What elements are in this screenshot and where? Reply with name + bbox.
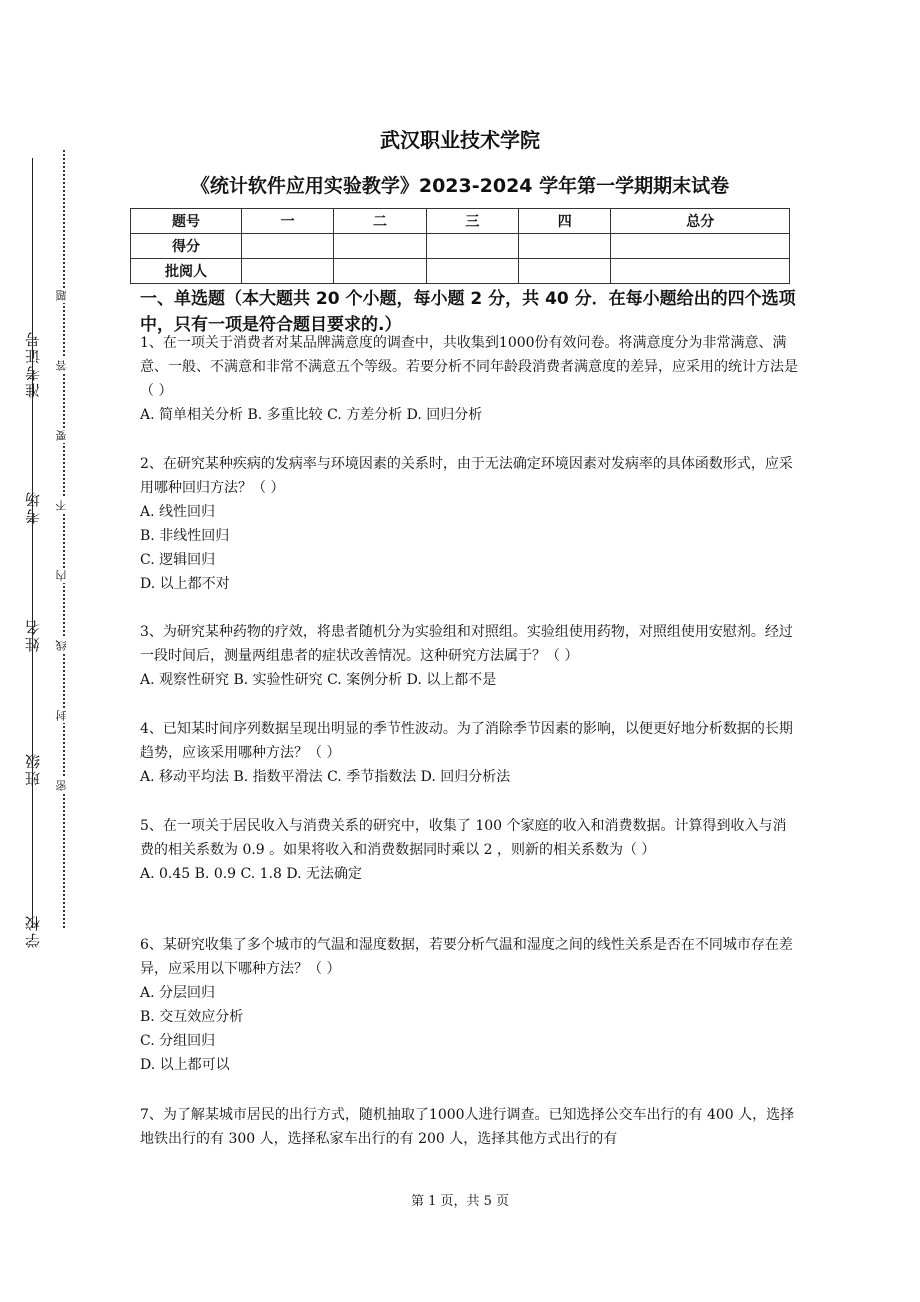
question-option: D. 以上都不对 [140, 576, 230, 592]
field-school [10, 914, 54, 948]
question-option: A. 0.45 B. 0.9 C. 1.8 D. 无法确定 [140, 866, 362, 882]
field-exam-id-label: 准考证号 [23, 330, 42, 398]
question-stem: 5、在一项关于居民收入与消费关系的研究中，收集了 100 个家庭的收入和消费数据。计算得到收入与消费的相关系数为 0.9 。如果将收入和消费数据同时乘以 2 ，则新的相关系数为（ ） [140, 818, 787, 858]
seal-char: 要 [55, 430, 68, 441]
page-number: 第 1 页，共 5 页 [410, 1194, 510, 1209]
question-stem: 6、某研究收集了多个城市的气温和湿度数据，若要分析气温和湿度之间的线性关系是否在不同城市存在差异，应采用以下哪种方法？（ ） [140, 937, 793, 977]
score-cell: 题号 [131, 209, 242, 234]
score-cell: 二 [334, 209, 426, 234]
question-option: B. 非线性回归 [140, 528, 230, 544]
seal-char: 封 [55, 710, 68, 721]
question-stem: 4、已知某时间序列数据呈现出明显的季节性波动。为了消除季节因素的影响，以便更好地分析数据的长期趋势，应该采用哪种方法？（ ） [140, 721, 793, 761]
score-cell [426, 259, 518, 284]
question-option: C. 分组回归 [140, 1033, 216, 1049]
question-1 [140, 331, 800, 427]
field-exam-room [10, 490, 54, 524]
school-name: 武汉职业技术学院 [380, 128, 540, 152]
score-cell: 总分 [611, 209, 790, 234]
score-cell [242, 259, 334, 284]
question-5 [140, 814, 800, 886]
score-cell: 一 [242, 209, 334, 234]
question-2 [140, 452, 800, 596]
seal-char: 题 [55, 290, 68, 301]
question-option: B. 交互效应分析 [140, 1009, 244, 1025]
score-table-row [131, 234, 790, 259]
question-stem: 3、为研究某种药物的疗效，将患者随机分为实验组和对照组。实验组使用药物，对照组使用安慰剂。经过一段时间后，测量两组患者的症状改善情况。这种研究方法属于？（ ） [140, 624, 793, 664]
question-stem: 2、在研究某种疾病的发病率与环境因素的关系时，由于无法确定环境因素对发病率的具体函数形式，应采用哪种回归方法？（ ） [140, 456, 793, 496]
score-cell [519, 259, 611, 284]
score-table-row [131, 259, 790, 284]
question-option: A. 移动平均法 B. 指数平滑法 C. 季节指数法 D. 回归分析法 [140, 769, 511, 785]
score-cell [334, 259, 426, 284]
score-cell [611, 234, 790, 259]
score-cell [611, 259, 790, 284]
field-exam-id [10, 330, 54, 398]
seal-char: 内 [55, 570, 68, 581]
binding-line [32, 158, 33, 928]
exam-title: 《统计软件应用实验教学》2023-2024 学年第一学期期末试卷 [190, 175, 730, 197]
score-cell [519, 234, 611, 259]
score-cell: 四 [519, 209, 611, 234]
question-option: A. 分层回归 [140, 985, 216, 1001]
score-cell [334, 234, 426, 259]
score-table [130, 208, 790, 284]
question-option: A. 观察性研究 B. 实验性研究 C. 案例分析 D. 以上都不是 [140, 672, 497, 688]
field-name [10, 618, 54, 652]
question-3 [140, 620, 800, 692]
question-option: A. 简单相关分析 B. 多重比较 C. 方差分析 D. 回归分析 [140, 407, 483, 423]
question-7 [140, 1103, 800, 1151]
score-cell [426, 234, 518, 259]
seal-char: 线 [55, 640, 68, 651]
field-class-label: 班级 [23, 752, 42, 786]
seal-dotted-line [63, 150, 65, 928]
seal-char: 密 [55, 780, 68, 791]
question-stem: 7、为了解某城市居民的出行方式，随机抽取了1000人进行调查。已知选择公交车出行的有 400 人，选择地铁出行的有 300 人，选择私家车出行的有 200 人，选择其他方式出行的有 [140, 1107, 795, 1147]
question-stem: 1、在一项关于消费者对某品牌满意度的调查中，共收集到1000份有效问卷。将满意度分为非常满意、满意、一般、不满意和非常不满意五个等级。若要分析不同年龄段消费者满意度的差异，应采用的统计方法是（ ） [140, 335, 798, 399]
score-cell [242, 234, 334, 259]
question-4 [140, 717, 800, 789]
score-cell: 得分 [131, 234, 242, 259]
score-cell: 批阅人 [131, 259, 242, 284]
question-option: A. 线性回归 [140, 504, 216, 520]
score-cell: 三 [426, 209, 518, 234]
seal-char: 不 [55, 500, 68, 511]
field-exam-room-label: 考场 [23, 490, 42, 524]
section-heading: 一、单选题（本大题共 20 个小题，每小题 2 分，共 40 分．在每小题给出的四个选项中，只有一项是符合题目要求的.） [140, 289, 796, 335]
seal-char: 答 [55, 360, 68, 371]
field-name-label: 姓名 [23, 618, 42, 652]
question-option: C. 逻辑回归 [140, 552, 216, 568]
field-class [10, 752, 54, 786]
score-table-header-row [131, 209, 790, 234]
question-6 [140, 933, 800, 1077]
field-school-label: 学校 [23, 914, 42, 948]
question-option: D. 以上都可以 [140, 1057, 230, 1073]
